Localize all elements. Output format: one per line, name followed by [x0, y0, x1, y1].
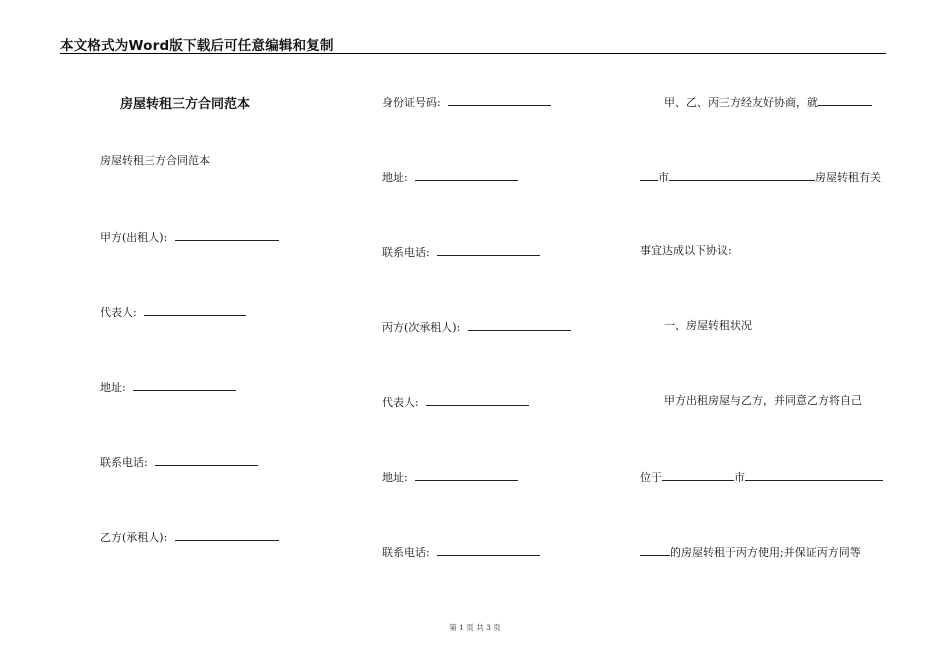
- col1-rep-label: 代表人:: [100, 306, 137, 319]
- col3-line2-blank-b: [669, 169, 815, 181]
- party-b-line: [100, 529, 279, 545]
- party-c-label: 丙方(次承租人):: [382, 321, 461, 334]
- party-a-line: [100, 229, 279, 245]
- party-c-line: [382, 319, 571, 335]
- col2-phone2-label: 联系电话:: [382, 546, 430, 559]
- col3-line3: 事宜达成以下协议:: [640, 244, 732, 257]
- col2-addr2-blank: [415, 469, 518, 481]
- party-b-label: 乙方(承租人):: [100, 531, 168, 544]
- col2-addr-label: 地址:: [382, 171, 408, 184]
- col3-line7: [640, 544, 861, 560]
- document-title: 房屋转租三方合同范本: [120, 97, 251, 112]
- col3-line2-city: 市: [658, 171, 669, 184]
- col2-id-line: [382, 94, 551, 110]
- col2-id-label: 身份证号码:: [382, 96, 441, 109]
- party-a-blank: [175, 229, 279, 241]
- col3-line2: [640, 169, 881, 185]
- col2-addr2-label: 地址:: [382, 471, 408, 484]
- col1-phone-line: [100, 454, 258, 470]
- col1-addr-blank: [133, 379, 236, 391]
- col2-phone-label: 联系电话:: [382, 246, 430, 259]
- col2-rep-line: [382, 394, 529, 410]
- col2-phone-line: [382, 244, 540, 260]
- col1-phone-blank: [155, 454, 258, 466]
- col3-line2-blank-a: [640, 169, 658, 181]
- col3-line7-blank: [640, 544, 670, 556]
- col3-line6-blank-a: [662, 469, 734, 481]
- col3-line6-blank-b: [745, 469, 883, 481]
- col1-rep-line: [100, 304, 246, 320]
- col2-rep-label: 代表人:: [382, 396, 419, 409]
- col3-line7-text: 的房屋转租于丙方使用;并保证丙方同等: [670, 546, 861, 559]
- header-divider: [60, 53, 886, 54]
- col1-addr-line: [100, 379, 236, 395]
- col1-rep-blank: [144, 304, 246, 316]
- col3-line1-blank: [818, 94, 872, 106]
- col2-phone2-blank: [437, 544, 540, 556]
- page-number: 第 1 页 共 3 页: [449, 623, 501, 632]
- col3-line5: 甲方出租房屋与乙方，并同意乙方将自己: [664, 394, 862, 407]
- document-header: 本文格式为Word版下载后可任意编辑和复制: [60, 38, 334, 54]
- col2-addr-blank: [415, 169, 518, 181]
- col2-id-blank: [448, 94, 551, 106]
- col2-rep-blank: [426, 394, 529, 406]
- col3-line1-text: 甲、乙、丙三方经友好协商，就: [664, 96, 818, 109]
- col2-addr-line: [382, 169, 518, 185]
- col3-line1: [664, 94, 872, 110]
- party-b-blank: [175, 529, 279, 541]
- col3-line6-prefix: 位于: [640, 471, 662, 484]
- col2-phone-blank: [437, 244, 540, 256]
- col3-line6: [640, 469, 883, 485]
- col3-line2-tail: 房屋转租有关: [815, 171, 881, 184]
- col3-line6-city: 市: [734, 471, 745, 484]
- col2-addr2-line: [382, 469, 518, 485]
- col3-section-heading: 一、房屋转租状况: [664, 319, 752, 332]
- col2-phone2-line: [382, 544, 540, 560]
- col1-subtitle: 房屋转租三方合同范本: [100, 154, 210, 167]
- party-a-label: 甲方(出租人):: [100, 231, 168, 244]
- col1-addr-label: 地址:: [100, 381, 126, 394]
- party-c-blank: [468, 319, 571, 331]
- col1-phone-label: 联系电话:: [100, 456, 148, 469]
